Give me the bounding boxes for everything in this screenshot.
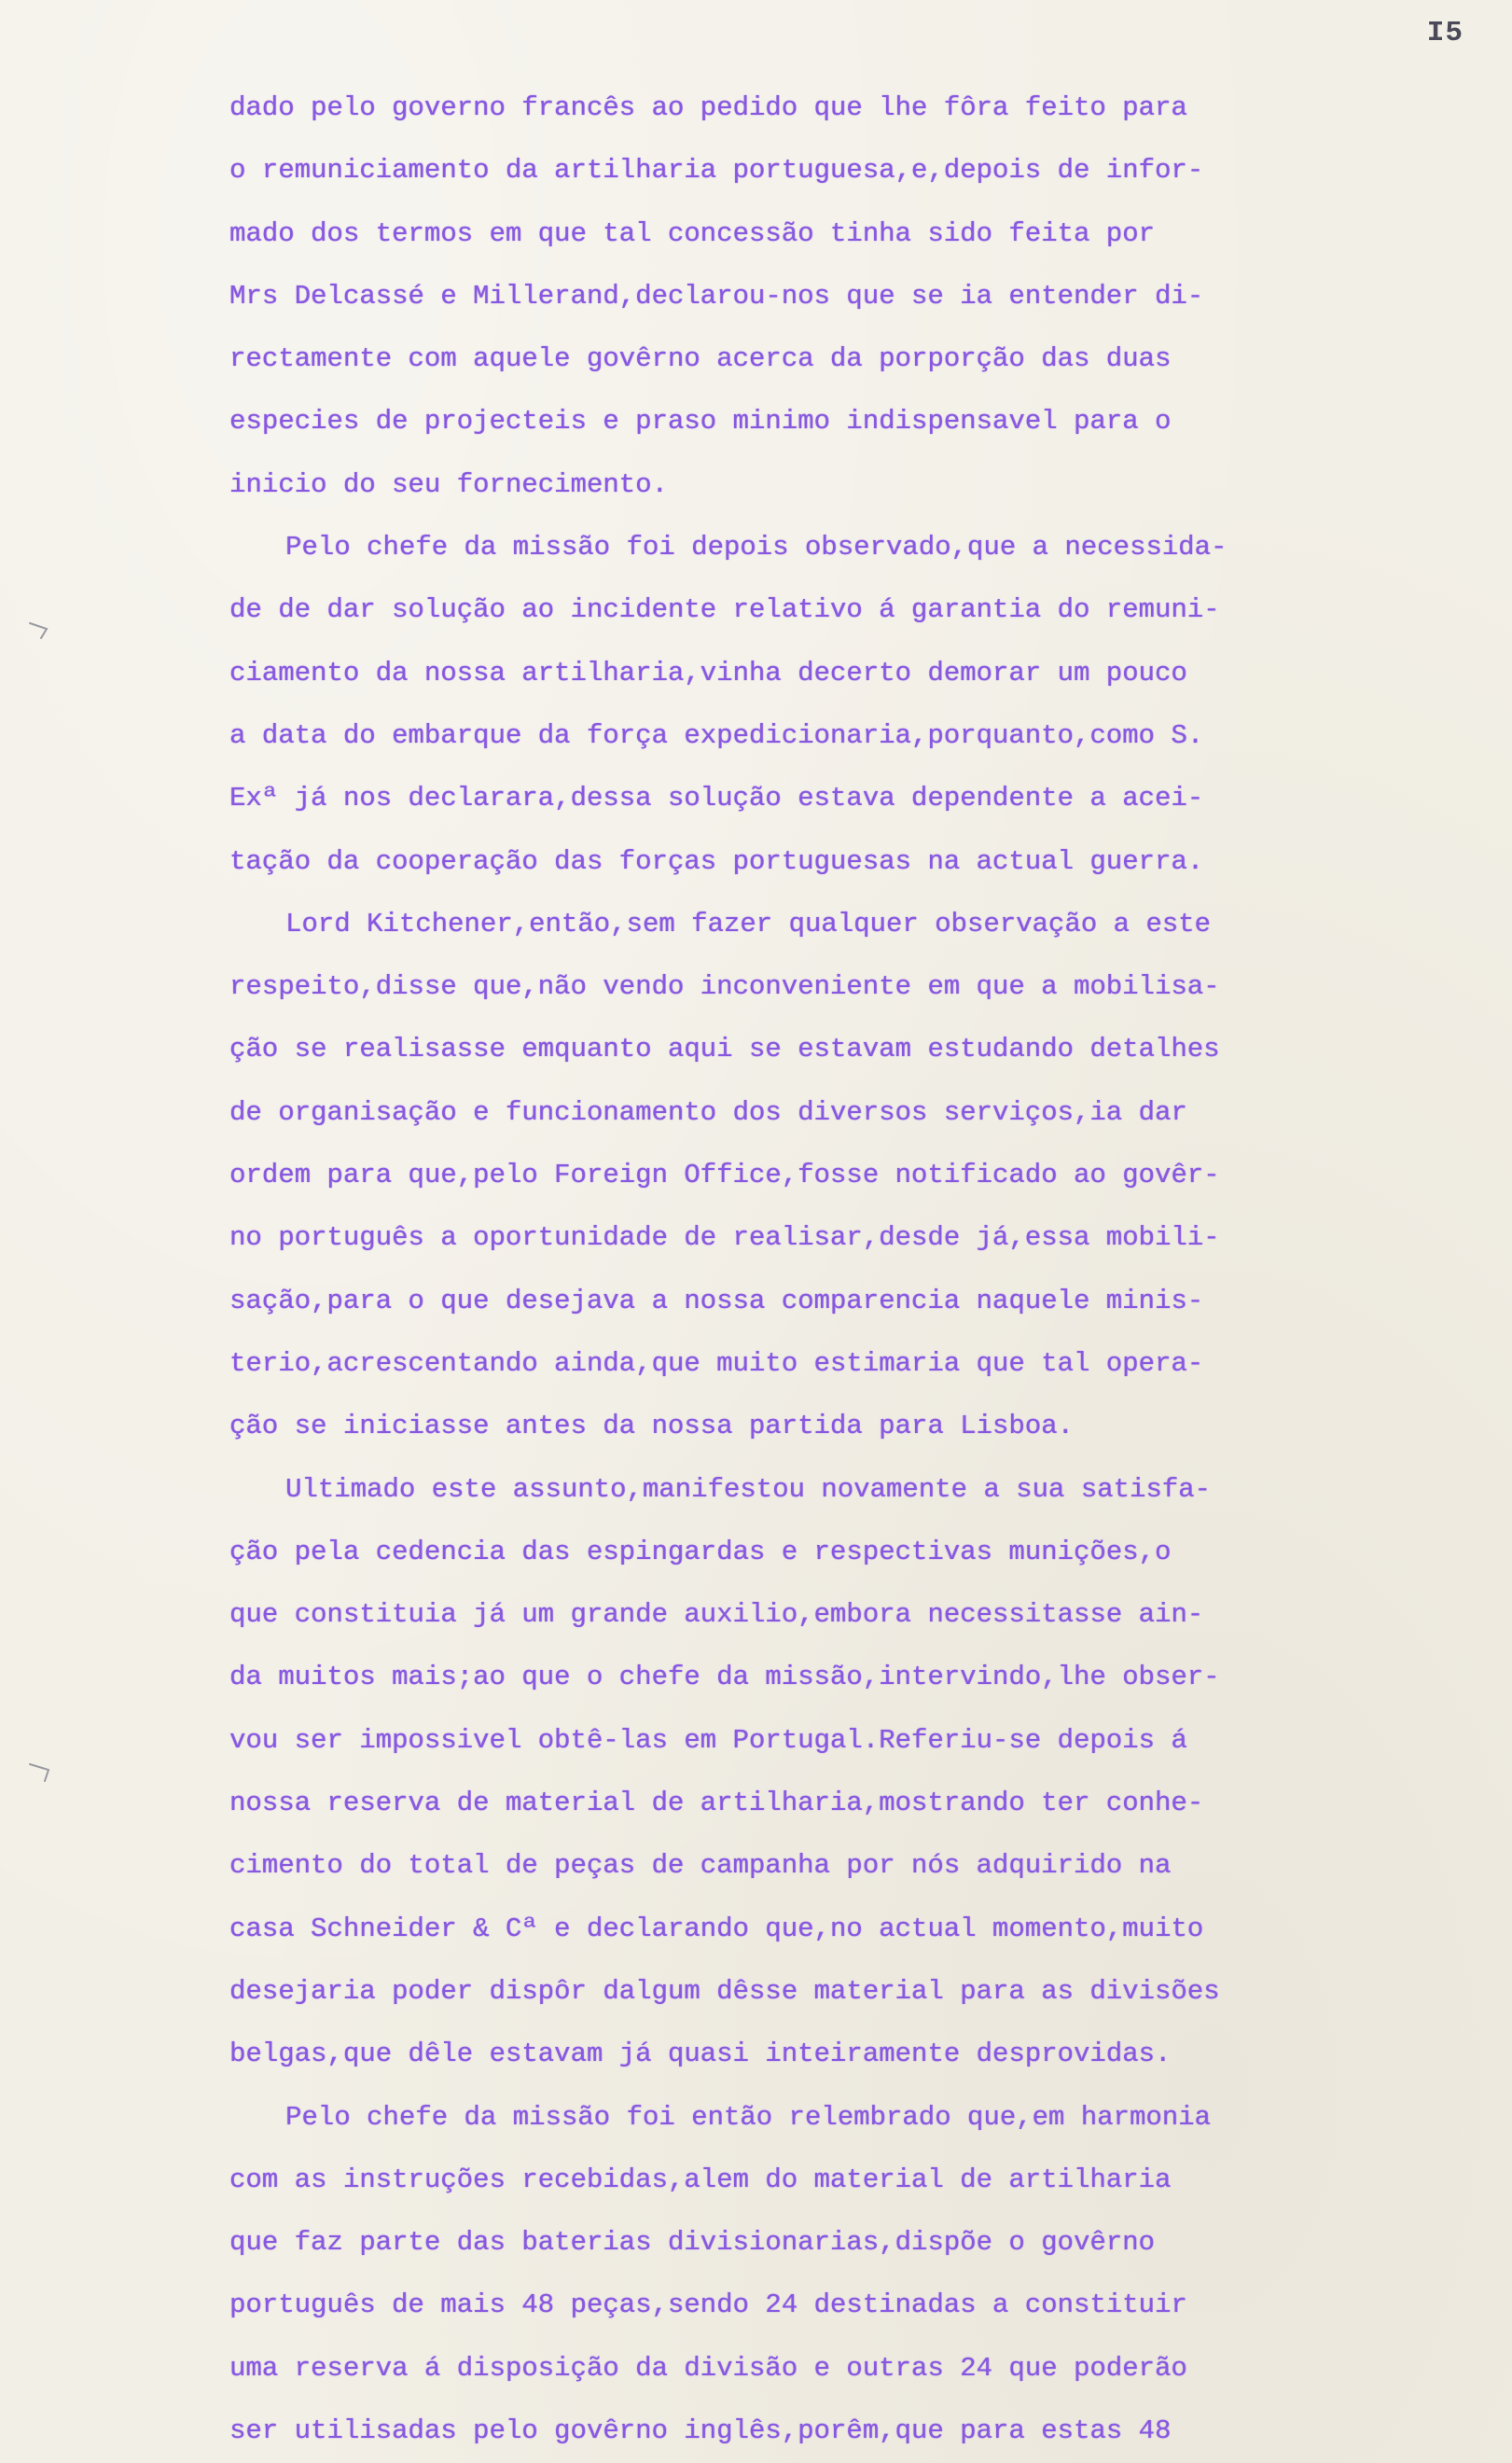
text-line: nossa reserva de material de artilharia,mostrando ter conhe- [229,1788,1204,1819]
text-line: respeito,disse que,não vendo inconveniente em que a mobilisa- [229,971,1220,1003]
paragraph-first-line: Ultimado este assunto,manifestou novamente a sua satisfa- [285,1473,1211,1505]
text-line: Exª já nos declarara,dessa solução estava dependente a acei- [229,783,1204,814]
margin-tick-mark [28,1759,62,1785]
text-line: mado dos termos em que tal concessão tinha sido feita por [229,217,1155,249]
text-line: Mrs Delcassé e Millerand,declarou-nos que se ia entender di- [229,280,1204,312]
paragraph-first-line: Pelo chefe da missão foi então relembrado que,em harmonia [285,2101,1211,2133]
text-line: casa Schneider & Cª e declarando que,no actual momento,muito [229,1913,1204,1944]
text-line: ção se iniciasse antes da nossa partida para Lisboa. [229,1411,1074,1442]
text-line: que constituia já um grande auxilio,embora necessitasse ain- [229,1599,1204,1631]
text-line: dado pelo governo francês ao pedido que lhe fôra feito para [229,92,1187,123]
text-line: sação,para o que desejava a nossa comparencia naquele minis- [229,1285,1204,1316]
text-line: tação da cooperação das forças portuguesas na actual guerra. [229,845,1204,877]
text-line: vou ser impossivel obtê-las em Portugal.Referiu-se depois á [229,1724,1187,1756]
page-number: I5 [1426,17,1463,49]
text-line: ser utilisadas pelo govêrno inglês,porêm,que para estas 48 [229,2414,1172,2446]
text-line: de de dar solução ao incidente relativo á garantia do remuni- [229,594,1220,626]
text-line: o remuniciamento da artilharia portuguesa,e,depois de infor- [229,155,1204,187]
margin-tick-mark [28,616,62,642]
text-line: de organisação e funcionamento dos diversos serviços,ia dar [229,1096,1187,1128]
paragraph-first-line: Lord Kitchener,então,sem fazer qualquer observação a este [285,908,1211,939]
text-line: que faz parte das baterias divisionarias,dispõe o govêrno [229,2227,1155,2259]
text-line: terio,acrescentando ainda,que muito estimaria que tal opera- [229,1347,1204,1379]
text-line: ção pela cedencia das espingardas e respectivas munições,o [229,1536,1172,1567]
text-line: com as instruções recebidas,alem do material de artilharia [229,2164,1172,2195]
text-line: ordem para que,pelo Foreign Office,fosse notificado ao govêr- [229,1160,1220,1191]
typewritten-body [229,77,1392,2462]
text-line: português de mais 48 peças,sendo 24 destinadas a constituir [229,2289,1187,2321]
text-line: da muitos mais;ao que o chefe da missão,intervindo,lhe obser- [229,1662,1220,1693]
text-line: a data do embarque da força expedicionaria,porquanto,como S. [229,719,1204,751]
text-line: ciamento da nossa artilharia,vinha decerto demorar um pouco [229,657,1187,689]
text-line: inicio do seu fornecimento. [229,468,668,500]
text-line: belgas,que dêle estavam já quasi inteiramente desprovidas. [229,2039,1172,2070]
text-line: rectamente com aquele govêrno acerca da porporção das duas [229,343,1172,375]
text-line: especies de projecteis e praso minimo indispensavel para o [229,406,1172,438]
text-line: ção se realisasse emquanto aqui se estavam estudando detalhes [229,1034,1220,1065]
text-line: no português a oportunidade de realisar,desde já,essa mobili- [229,1222,1220,1254]
text-line: desejaria poder dispôr dalgum dêsse material para as divisões [229,1975,1220,2007]
paragraph-first-line: Pelo chefe da missão foi depois observado,que a necessida- [285,532,1228,564]
text-line: cimento do total de peças de campanha por nós adquirido na [229,1850,1172,1882]
text-line: uma reserva á disposição da divisão e outras 24 que poderão [229,2352,1187,2384]
